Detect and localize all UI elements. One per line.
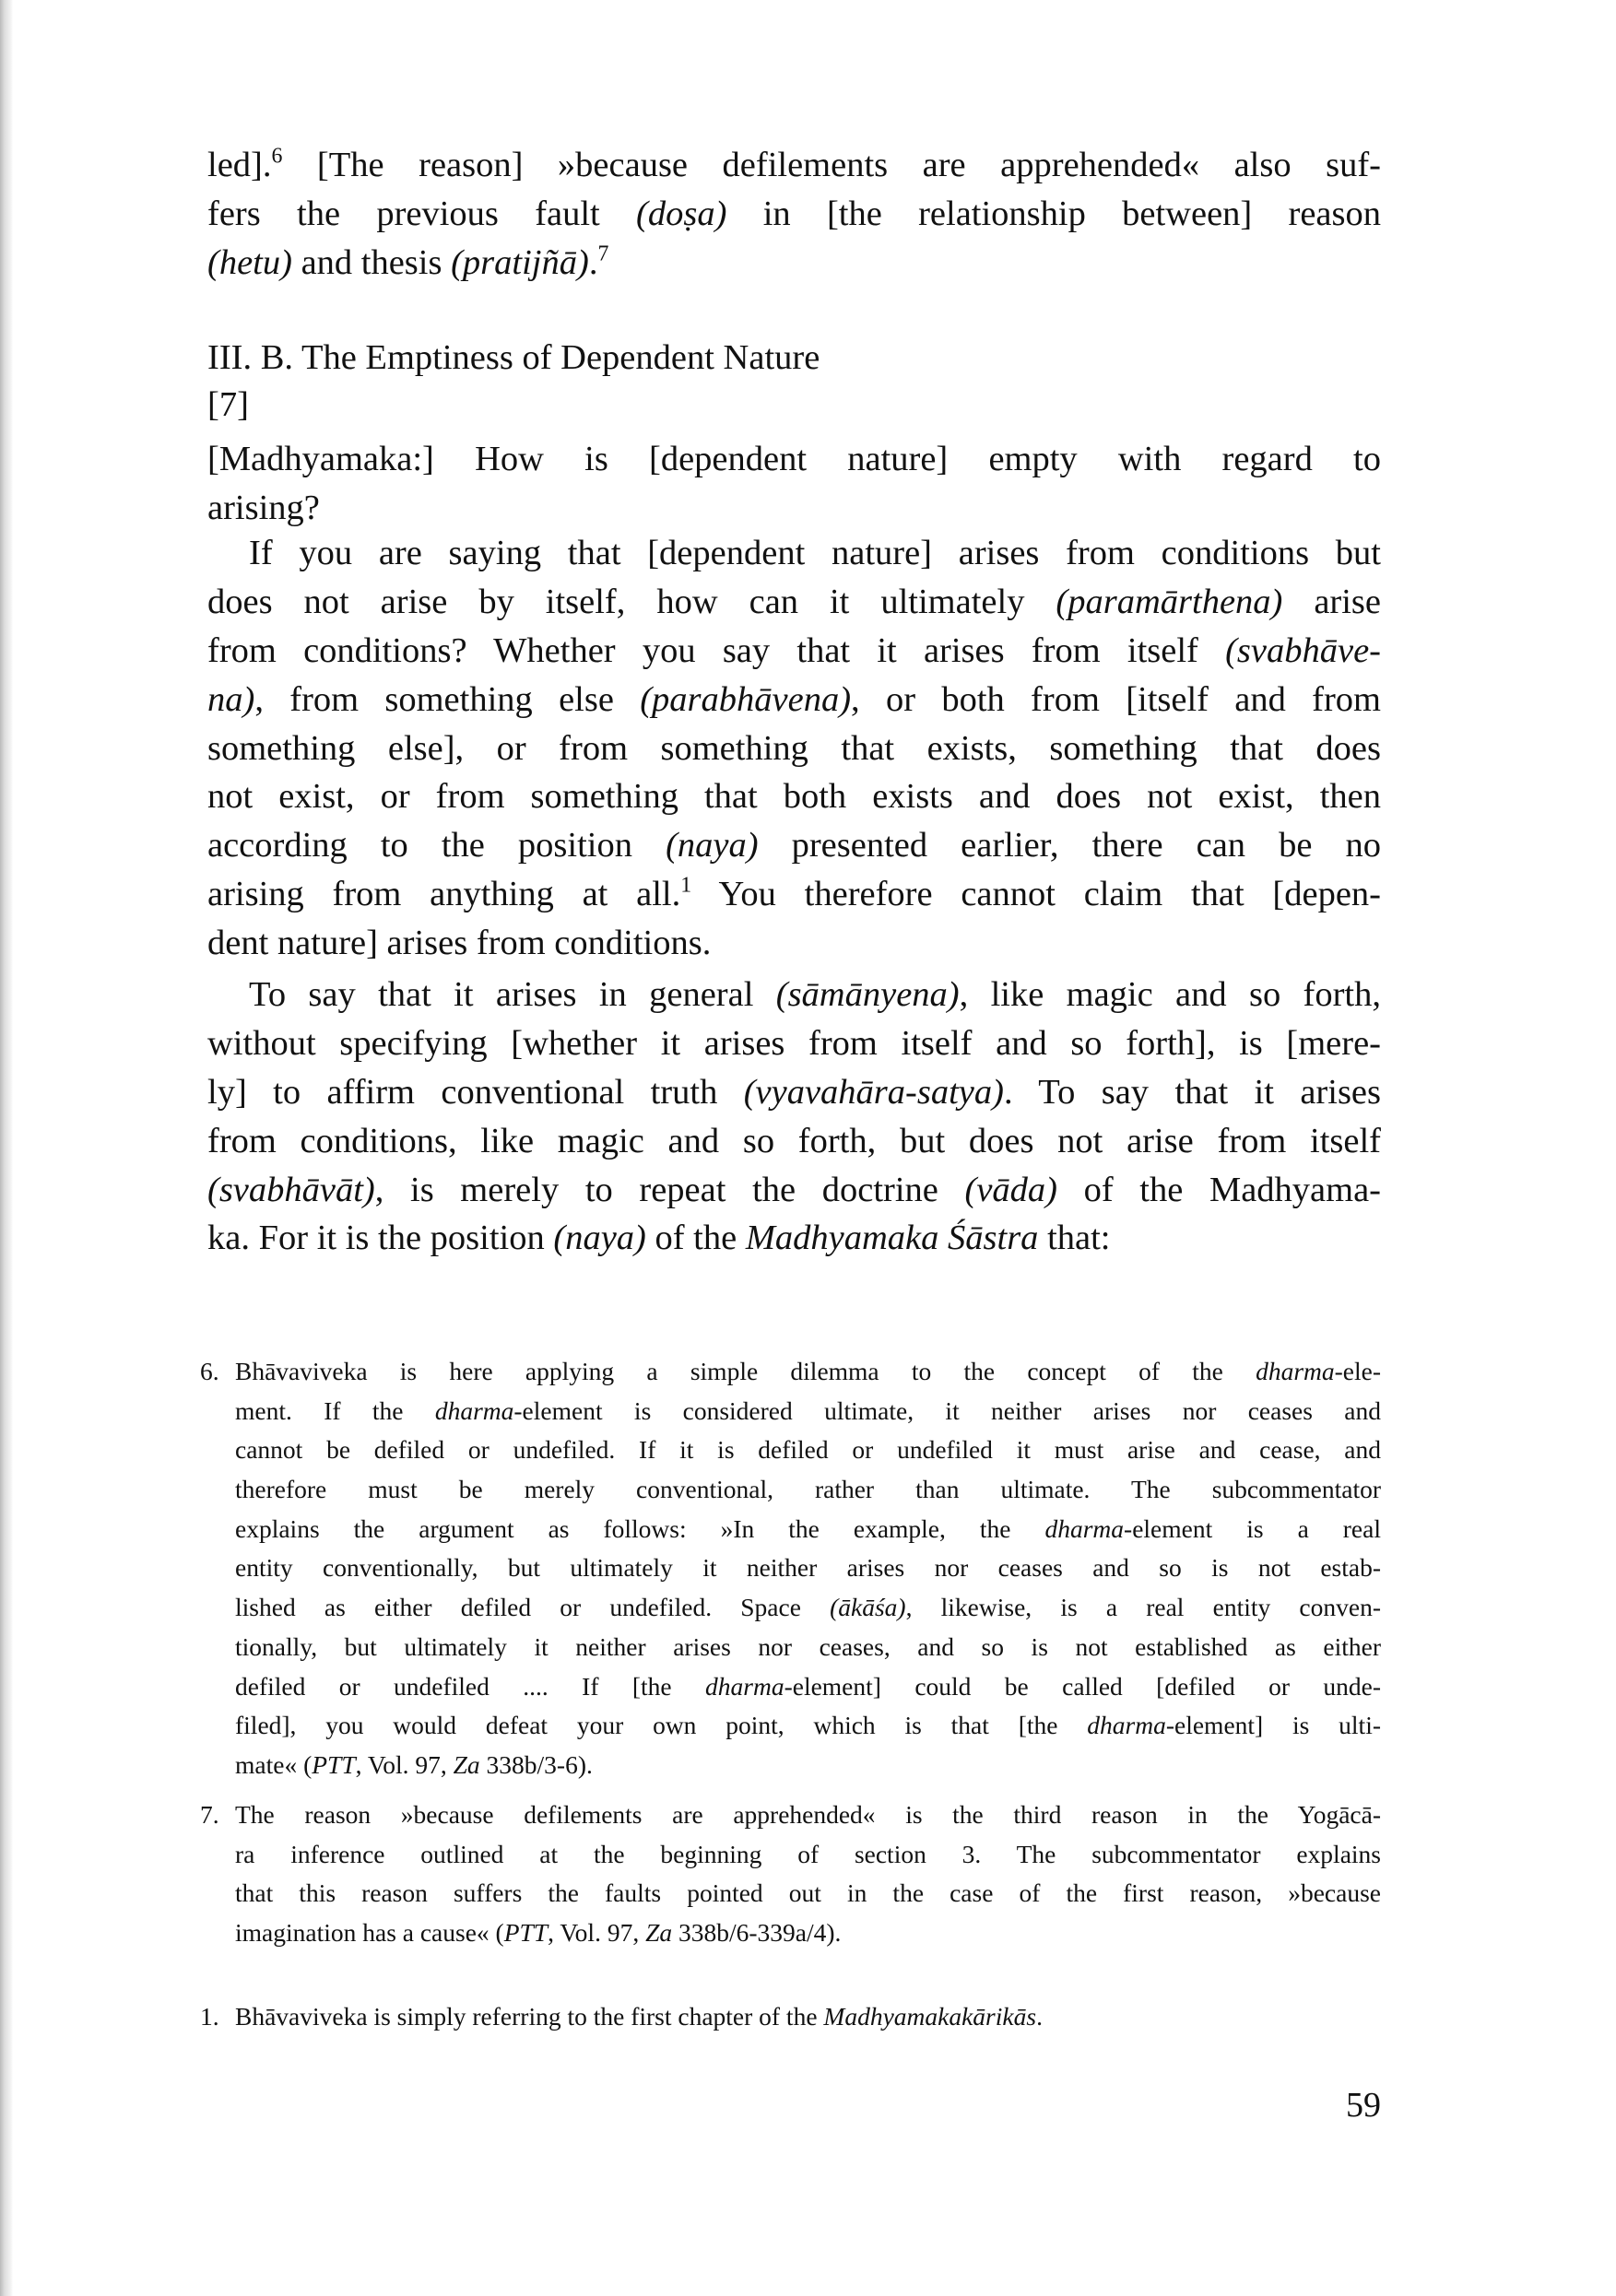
italic-term: Za (453, 1749, 480, 1779)
text-line (207, 529, 1381, 578)
text-run: defiled or undefiled .... If [the (235, 1671, 706, 1701)
text-run: , from something else (254, 679, 641, 719)
text-line (207, 484, 1381, 533)
footnote-6 (200, 1352, 1381, 1785)
footnote-ref: 6 (271, 144, 283, 169)
text-line (207, 1510, 1381, 1549)
text-run: , Vol. 97, (355, 1749, 454, 1779)
italic-term: (ākāśa) (830, 1593, 906, 1622)
text-run: To say that it arises in general (249, 975, 776, 1014)
text-run: filed], you would defeat your own point, which is that [the (235, 1711, 1088, 1740)
text-line (207, 435, 1381, 484)
text-run: If you are saying that [dependent nature] arises from conditions but (249, 534, 1381, 572)
text-line (207, 1548, 1381, 1588)
italic-term: (parabhāvena) (640, 679, 852, 719)
italic-term: (doṣa) (636, 194, 727, 233)
text-run: fers the previous fault (207, 194, 637, 233)
text-run: . (588, 242, 598, 282)
text-run: presented earlier, there can be no (758, 826, 1381, 865)
text-run: [Madhyamaka:] How is [dependent nature] empty with regard to (207, 440, 1381, 478)
text-line (207, 919, 1381, 968)
text-line (207, 1835, 1381, 1875)
text-run: . (1036, 2002, 1043, 2031)
text-run: , like magic and so forth, (959, 975, 1381, 1014)
text-line (207, 772, 1381, 821)
footnote-1 (200, 1997, 1381, 2037)
question-paragraph (207, 435, 1381, 533)
text-line (207, 821, 1381, 870)
italic-term: Za (645, 1918, 673, 1948)
text-run: Bhāvaviveka is simply referring to the first chapter of the (235, 2002, 824, 2031)
text-line (200, 1352, 1381, 1392)
scan-edge-shadow (0, 0, 13, 2296)
text-run: from conditions? Whether you say that it arises from itself (207, 630, 1226, 670)
text-run: ra inference outlined at the beginning of section 3. The subcommentator explains (235, 1839, 1381, 1868)
italic-term: dharma (1087, 1711, 1166, 1740)
text-run: led]. (207, 146, 272, 184)
text-run: something else], or from something that exists, something that does (207, 728, 1381, 768)
text-run: [The reason] »because defilements are apprehended« also suf- (282, 146, 1381, 184)
italic-term: (pratijñā) (451, 242, 589, 282)
section-number: [7] (207, 384, 249, 424)
text-run: . To say that it arises (1003, 1072, 1381, 1112)
text-run: ment. If the (235, 1395, 435, 1425)
text-line (207, 1166, 1381, 1215)
text-line (207, 1068, 1381, 1117)
text-line (200, 1997, 1381, 2037)
text-run: Bhāvaviveka is here applying a simple dilemma to the concept of the (235, 1357, 1256, 1385)
italic-term: (sāmānyena) (775, 975, 960, 1014)
text-run: does not arise by itself, how can it ultimately (207, 582, 1056, 621)
italic-term: (hetu) (207, 242, 292, 282)
text-run: ly] to affirm conventional truth (207, 1072, 744, 1112)
section-heading: III. B. The Emptiness of Dependent Nature (207, 338, 820, 377)
text-run: The reason »because defilements are apprehended« is the third reason in the Yogācā- (235, 1800, 1381, 1829)
italic-term: (naya) (666, 826, 759, 865)
italic-term: Madhyamaka Śāstra (745, 1219, 1039, 1258)
text-run: without specifying [whether it arises from itself and so forth], is [mere- (207, 1023, 1381, 1063)
paragraph-2 (207, 971, 1381, 1263)
italic-term: (svabhāvāt) (207, 1170, 375, 1209)
text-line (207, 724, 1381, 773)
section-heading-block (207, 334, 1381, 430)
text-line (207, 971, 1381, 1019)
text-run: -element is a real (1124, 1513, 1381, 1543)
text-line (207, 1913, 1381, 1953)
text-line (207, 1746, 1381, 1785)
italic-term: Madhyamakakārikās (823, 2002, 1037, 2031)
text-run: arising? (207, 488, 320, 527)
text-run: of the (645, 1219, 746, 1258)
text-run: , Vol. 97, (548, 1918, 646, 1948)
text-run: arising from anything at all. (207, 875, 681, 914)
text-line (207, 1874, 1381, 1913)
text-run: 338b/6-339a/4). (672, 1918, 842, 1948)
text-run: of the Madhyama- (1056, 1170, 1381, 1209)
text-run: dent nature] arises from conditions. (207, 924, 712, 963)
text-run: imagination has a cause« ( (235, 1918, 504, 1948)
text-line (207, 1588, 1381, 1628)
italic-term: (naya) (553, 1219, 646, 1258)
text-run: You therefore cannot claim that [depen- (691, 875, 1381, 914)
text-line (207, 870, 1381, 919)
footnote-7 (200, 1796, 1381, 1953)
text-run: that this reason suffers the faults pointed out in the case of the first reason, »because (235, 1878, 1381, 1908)
text-line (207, 1214, 1381, 1263)
text-line (207, 1706, 1381, 1746)
italic-term: dharma (1044, 1513, 1125, 1543)
text-run: arise (1282, 582, 1381, 621)
italic-term: PTT (503, 1918, 548, 1948)
footnote-ref: 1 (680, 873, 692, 898)
text-run: according to the position (207, 826, 666, 865)
text-run: explains the argument as follows: »In the example, the (235, 1513, 1045, 1543)
text-line (207, 1117, 1381, 1166)
italic-term: (vāda) (964, 1170, 1057, 1209)
italic-term: dharma (705, 1671, 784, 1701)
text-run: tionally, but ultimately it neither arises nor ceases, and so is not established as either (235, 1631, 1381, 1661)
text-run: from conditions, like magic and so forth, but does not arise from itself (207, 1121, 1381, 1160)
text-run: not exist, or from something that both exists and does not exist, then (207, 777, 1381, 817)
text-run: , likewise, is a real entity conven- (905, 1593, 1381, 1622)
text-run: in [the relationship between] reason (726, 194, 1381, 233)
text-run: -element is considered ultimate, it neither arises nor ceases and (513, 1395, 1381, 1425)
text-line (207, 1470, 1381, 1510)
text-line (207, 239, 1381, 288)
text-run: entity conventionally, but ultimately it neither arises nor ceases and so is not estab- (235, 1553, 1381, 1583)
text-run: lished as either defiled or undefiled. Space (235, 1593, 831, 1622)
italic-term: na) (207, 679, 255, 719)
text-line (207, 676, 1381, 724)
text-run: -ele- (1334, 1357, 1381, 1385)
italic-term: (svabhāve- (1225, 630, 1381, 670)
text-line (207, 1392, 1381, 1431)
text-line (200, 1796, 1381, 1835)
text-line (207, 1431, 1381, 1470)
text-run: -element] is ulti- (1165, 1711, 1381, 1740)
text-line (207, 141, 1381, 190)
footnote-ref: 7 (597, 241, 609, 266)
italic-term: dharma (434, 1395, 514, 1425)
text-line (207, 578, 1381, 627)
text-run: cannot be defiled or undefiled. If it is defiled or undefiled it must arise and cease, and (235, 1435, 1381, 1465)
text-run: that: (1038, 1219, 1111, 1258)
text-run: therefore must be merely conventional, rather than ultimate. The subcommentator (235, 1475, 1381, 1504)
text-line (207, 190, 1381, 239)
text-run: -element] could be called [defiled or unde- (784, 1671, 1381, 1701)
text-run: , or both from [itself and from (851, 679, 1381, 719)
italic-term: PTT (312, 1749, 356, 1779)
text-run: and thesis (291, 242, 452, 282)
italic-term: (vyavahāra-satya) (743, 1072, 1004, 1112)
text-run: mate« ( (235, 1749, 313, 1779)
page-number: 59 (1346, 2086, 1381, 2125)
text-run: 338b/3-6). (479, 1749, 593, 1779)
footnote-number: 6. (200, 1357, 219, 1385)
text-run: ka. For it is the position (207, 1219, 554, 1258)
italic-term: (paramārthena) (1056, 582, 1283, 621)
footnote-number: 7. (200, 1800, 219, 1829)
footnote-number: 1. (200, 2002, 219, 2031)
text-line (207, 627, 1381, 676)
text-line (207, 1628, 1381, 1667)
text-run: , is merely to repeat the doctrine (374, 1170, 965, 1209)
text-line (207, 1019, 1381, 1068)
intro-paragraph (207, 141, 1381, 288)
italic-term: dharma (1256, 1357, 1335, 1385)
paragraph-1 (207, 529, 1381, 968)
text-line (207, 1667, 1381, 1707)
